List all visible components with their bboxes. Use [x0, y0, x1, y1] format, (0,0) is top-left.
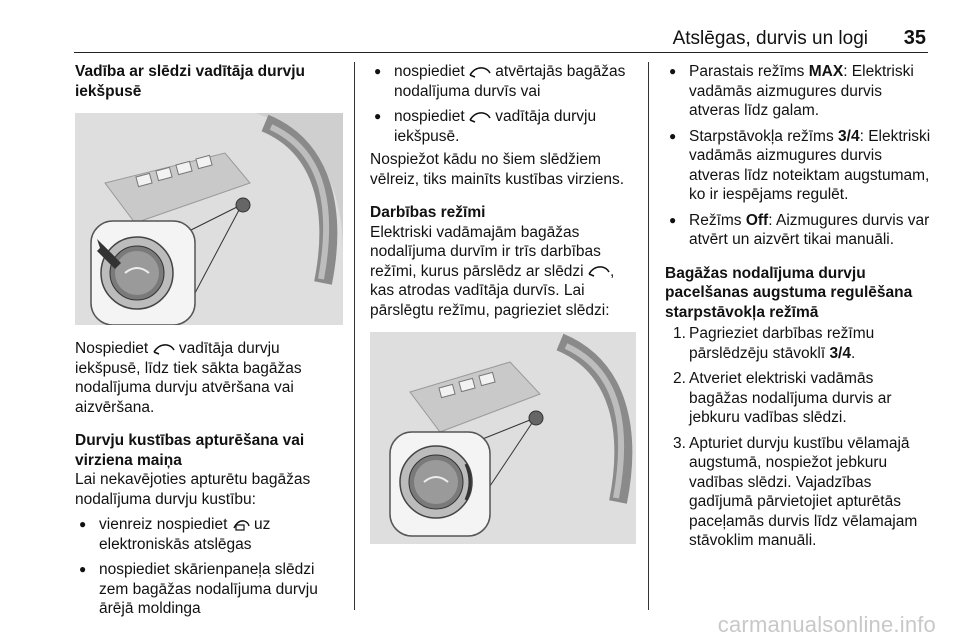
mode-label: 3/4	[838, 127, 860, 145]
section-heading: Darbības režīmi	[370, 204, 486, 221]
list-item	[665, 324, 933, 363]
text-run: vadītāja durvju iekšpusē, līdz tiek sākta bagāžas nodalījuma durvju atvēršana vai aizvēršana.	[75, 340, 302, 416]
section-heading: Durvju kustības apturēšana vai virziena maiņa	[75, 432, 305, 469]
step-number: 2.	[673, 370, 686, 387]
text-run: Elektriski vadāmajām bagāžas nodalījuma durvīm ir trīs darbības režīmi, kurus pārslēdz ar slēdzi	[370, 223, 601, 280]
text-run: Starpstāvokļa režīms	[689, 127, 839, 145]
mode-label: MAX	[808, 63, 844, 80]
text-run: nospiediet	[394, 63, 469, 80]
text-run: Apturiet durvju kustību vēlamajā augstumā, nospiežot jebkuru vadības slēdzi. Vajadzības gadījumā pārvietojiet apturētās paceļamās durvis līdz vēlamajam stāvoklim manuāli.	[689, 434, 918, 549]
mode-label: 3/4	[829, 344, 851, 362]
text-run: nospiediet	[394, 108, 469, 125]
tailgate-icon	[469, 111, 491, 123]
chapter-title: Atslēgas, durvis un logi	[672, 28, 868, 49]
page-number: 35	[903, 27, 926, 49]
section-heading: Bagāžas nodalījuma durvju pacelšanas augstuma regulēšana starpstāvokļa režīmā	[665, 264, 913, 321]
text-run: Atveriet elektriski vadāmās bagāžas nodalījuma durvis ar jebkuru vadības slēdzi.	[689, 370, 892, 426]
text-run: , kas atrodas vadītāja durvīs. Lai pārslēgtu režīmu, pagrieziet slēdzi:	[370, 262, 615, 319]
text-run: .	[851, 344, 856, 362]
text-run: Nospiediet	[75, 340, 153, 357]
text-run: Pagrieziet darbības režīmu pārslēdzēju stāvoklī	[689, 325, 875, 362]
list-item: ● nospiediet skārienpaneļa slēdzi zem bagāžas nodalījuma durvju ārējā moldinga	[75, 560, 345, 619]
list-item	[75, 515, 345, 554]
text-run: : Elektriski vadāmās aizmugures durvis atveras līdz galam.	[689, 63, 914, 119]
text-run: atvērtajās bagāžas nodalījuma durvīs vai	[394, 63, 626, 100]
watermark: carmanualsonline.info	[717, 612, 936, 637]
step-number: 1.	[673, 325, 686, 342]
text-run: vienreiz nospiediet	[99, 516, 232, 533]
column-divider	[354, 62, 355, 610]
tailgate-icon	[153, 343, 175, 355]
mode-label: Off	[745, 211, 769, 229]
column-3	[665, 62, 933, 551]
section-heading: Vadība ar slēdzi vadītāja durvju iekšpusē	[75, 63, 306, 100]
tailgate-key-icon	[232, 518, 250, 532]
text-run: Parastais režīms	[689, 63, 809, 80]
list-item	[665, 211, 933, 250]
text-run: : Elektriski vadāmās aizmugures durvis atveras līdz noteiktam augstumam, ko ir iespējams regulēt.	[689, 127, 931, 203]
paragraph	[75, 339, 345, 417]
list-item	[370, 62, 636, 101]
column-2	[370, 62, 636, 544]
driver-door-switch-photo	[75, 113, 343, 325]
page-header	[74, 22, 928, 53]
text-run: Režīms	[689, 211, 746, 229]
text-run: : Aizmugures durvis var atvērt un aizvērt tikai manuāli.	[689, 211, 930, 248]
paragraph: Nospiežot kādu no šiem slēdžiem vēlreiz, tiks mainīts kustības virziens.	[370, 151, 625, 188]
column-divider	[648, 62, 649, 610]
paragraph	[370, 223, 636, 321]
list-item	[665, 434, 933, 551]
step-number: 3.	[673, 434, 686, 452]
list-item	[665, 62, 933, 121]
tailgate-icon	[469, 66, 491, 78]
list-item	[665, 127, 933, 205]
text-run: vadītāja durvju iekšpusē.	[394, 108, 597, 145]
tailgate-icon	[588, 265, 610, 277]
mode-switch-photo	[370, 332, 636, 544]
list-item	[665, 369, 933, 428]
list-item	[370, 107, 636, 146]
column-1	[75, 62, 345, 619]
paragraph: Lai nekavējoties apturētu bagāžas nodalījuma durvju kustību:	[75, 471, 311, 508]
text-run: uz elektroniskās atslēgas	[99, 516, 271, 553]
